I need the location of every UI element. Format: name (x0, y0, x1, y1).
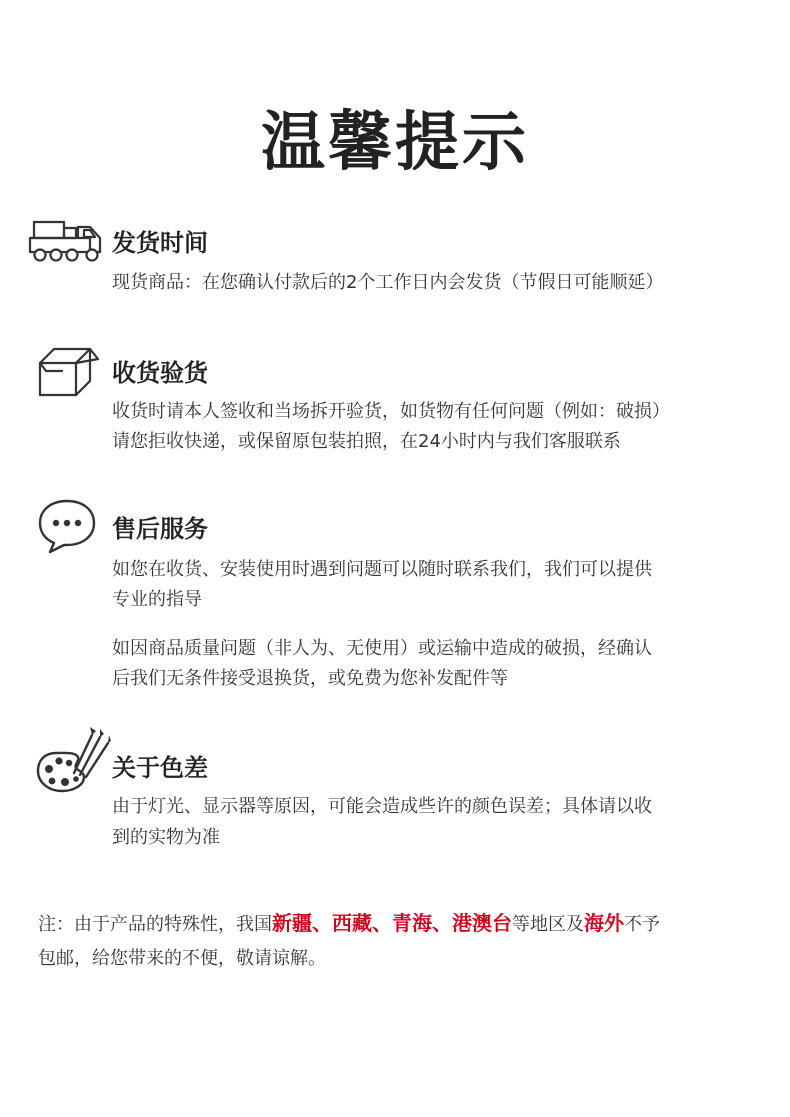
note-overseas-highlight: 海外 (584, 911, 624, 935)
box-icon (36, 345, 102, 397)
page-title: 温馨提示 (261, 106, 529, 180)
shipping-note-line-2: 包邮，给您带来的不便，敬请谅解。 (38, 948, 326, 969)
shipping-text-line-1: 现货商品：在您确认付款后的2个工作日内会发货（节假日可能顺延） (112, 272, 664, 293)
palette-icon (36, 725, 112, 793)
receiving-text-line-1: 收货时请本人签收和当场拆开验货，如货物有任何问题（例如：破损） (112, 401, 670, 422)
after-sales-text-line-2: 专业的指导 (112, 589, 202, 610)
after-sales-text-line-1: 如您在收货、安装使用时遇到问题可以随时联系我们，我们可以提供 (112, 559, 652, 580)
after-sales-text-line-4: 后我们无条件接受退换货，或免费为您补发配件等 (112, 668, 508, 689)
shipping-note (38, 906, 660, 976)
shipping-note-line-1 (38, 906, 660, 942)
section-title-receiving: 收货验货 (112, 359, 208, 387)
note-prefix: 注：由于产品的特殊性，我国 (38, 914, 272, 935)
section-title-color-difference: 关于色差 (112, 754, 208, 782)
color-difference-text-line-1: 由于灯光、显示器等原因，可能会造成些许的颜色误差；具体请以收 (112, 796, 652, 817)
chat-bubble-icon (36, 497, 98, 555)
after-sales-text-line-3: 如因商品质量问题（非人为、无使用）或运输中造成的破损，经确认 (112, 638, 652, 659)
truck-icon (28, 218, 104, 264)
note-middle: 等地区及 (512, 914, 584, 935)
color-difference-text-line-2: 到的实物为准 (112, 827, 220, 848)
section-title-shipping: 发货时间 (112, 229, 208, 257)
note-regions-highlight: 新疆、西藏、青海、港澳台 (272, 911, 512, 935)
section-title-after-sales: 售后服务 (112, 515, 208, 543)
receiving-text-line-2: 请您拒收快递，或保留原包装拍照，在24小时内与我们客服联系 (112, 431, 621, 452)
note-suffix: 不予 (624, 914, 660, 935)
